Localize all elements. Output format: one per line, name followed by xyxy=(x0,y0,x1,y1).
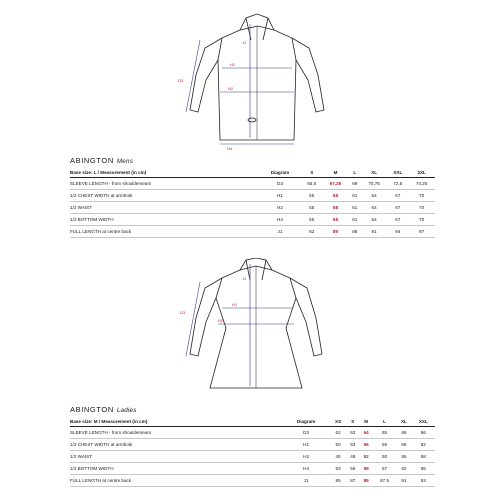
label-j1: J1 xyxy=(242,40,247,45)
table-row xyxy=(70,202,435,214)
mens-table-header xyxy=(70,168,435,178)
ladies-jacket-diagram xyxy=(0,258,500,396)
table-cell: 61 xyxy=(349,214,361,226)
table-cell: 67 xyxy=(387,214,408,226)
table-cell: 97 xyxy=(408,226,435,238)
table-cell: 65 xyxy=(373,427,396,439)
table-cell: 67 xyxy=(387,190,408,202)
table-cell: 70 xyxy=(408,202,435,214)
header-measurement: Base size: L / Measurement (in cm) xyxy=(70,168,259,178)
table-cell: 64 xyxy=(360,427,373,439)
label-j1: J1 xyxy=(242,276,247,281)
table-cell: 94 xyxy=(387,226,408,238)
table-cell: 89 xyxy=(360,475,373,487)
header-l: L xyxy=(373,417,396,427)
measurement-label: 1/2 CHEST WIDTH at armhole xyxy=(70,439,282,451)
table-cell: 58 xyxy=(322,214,349,226)
header-measurement: Base size: M / Measurement (in cm) xyxy=(70,417,282,427)
header-3xl: 3XL xyxy=(408,168,435,178)
table-row xyxy=(70,463,435,475)
table-cell: 58 xyxy=(322,190,349,202)
label-h2: H2 xyxy=(218,318,224,323)
table-cell: 62 xyxy=(330,427,346,439)
table-cell: H1 xyxy=(282,439,330,451)
header-s: S xyxy=(346,417,359,427)
table-cell: 65,5 xyxy=(301,178,322,190)
measurement-label: 1/2 WAIST xyxy=(70,202,259,214)
table-row xyxy=(70,226,435,238)
table-cell: 65 xyxy=(412,463,435,475)
table-row xyxy=(70,427,435,439)
table-cell: H4 xyxy=(282,463,330,475)
measurement-label: SLEEVE LENGTH - from shoulderseam xyxy=(70,178,259,190)
table-cell: 69 xyxy=(349,178,361,190)
table-cell: 91 xyxy=(396,475,411,487)
measurement-label: 1/2 WAIST xyxy=(70,451,282,463)
table-row xyxy=(70,451,435,463)
table-cell: 91 xyxy=(361,226,388,238)
table-row xyxy=(70,190,435,202)
measurement-label: 1/2 BOTTOM WIDTH xyxy=(70,214,259,226)
table-cell: 49 xyxy=(346,451,359,463)
header-xxl: XXL xyxy=(412,417,435,427)
table-cell: 85 xyxy=(322,226,349,238)
table-cell: H2 xyxy=(282,451,330,463)
table-row xyxy=(70,214,435,226)
mens-size-table xyxy=(70,168,435,238)
table-cell: 70 xyxy=(408,214,435,226)
table-row xyxy=(70,475,435,487)
table-cell: 61 xyxy=(349,202,361,214)
table-cell: J1 xyxy=(282,475,330,487)
table-row xyxy=(70,178,435,190)
table-cell: 55 xyxy=(301,190,322,202)
table-cell: D3 xyxy=(259,178,302,190)
table-cell: 87 xyxy=(346,475,359,487)
table-cell: 66 xyxy=(396,427,411,439)
label-h4: H4 xyxy=(227,146,233,151)
ladies-size-table xyxy=(70,417,435,487)
label-h1: H1 xyxy=(230,62,236,67)
table-cell: 88 xyxy=(349,226,361,238)
header-diagram: Diagram xyxy=(259,168,302,178)
header-l: L xyxy=(349,168,361,178)
table-cell: 62 xyxy=(412,439,435,451)
table-cell: 59 xyxy=(373,439,396,451)
table-cell: 64 xyxy=(361,214,388,226)
measurement-label: FULL LENGTH at centre back xyxy=(70,226,259,238)
table-cell: H4 xyxy=(259,214,302,226)
measurement-label: 1/2 CHEST WIDTH at armhole xyxy=(70,190,259,202)
header-s: S xyxy=(301,168,322,178)
table-cell: 56 xyxy=(360,439,373,451)
table-cell: 87.5 xyxy=(373,475,396,487)
header-m: M xyxy=(322,168,349,178)
ladies-table-header xyxy=(70,417,435,427)
label-d3: D3 xyxy=(180,310,186,315)
label-h1: H1 xyxy=(232,302,238,307)
table-cell: 59 xyxy=(396,439,411,451)
table-cell: 55 xyxy=(396,451,411,463)
table-cell: 85 xyxy=(330,475,346,487)
header-xl: XL xyxy=(361,168,388,178)
table-cell: 57 xyxy=(373,463,396,475)
table-cell: 70 xyxy=(408,190,435,202)
mens-subtitle: Mens xyxy=(116,158,134,165)
table-cell: 59 xyxy=(360,463,373,475)
label-h2: H2 xyxy=(228,86,234,91)
label-d3: D3 xyxy=(178,78,184,83)
table-cell: 58 xyxy=(412,451,435,463)
ladies-section-title xyxy=(70,405,137,414)
table-cell: 55 xyxy=(301,214,322,226)
header-xl: XL xyxy=(396,417,411,427)
table-cell: 53 xyxy=(346,439,359,451)
table-cell: 70,75 xyxy=(361,178,388,190)
table-cell: 72,5 xyxy=(387,178,408,190)
mens-section-title xyxy=(70,156,133,165)
measurement-label: 1/2 BOTTOM WIDTH xyxy=(70,463,282,475)
measurement-label: FULL LENGTH at centre back xyxy=(70,475,282,487)
table-cell: 61 xyxy=(349,190,361,202)
table-cell: 63 xyxy=(346,427,359,439)
table-cell: 64 xyxy=(361,202,388,214)
header-m: M xyxy=(360,417,373,427)
measurement-label: SLEEVE LENGTH - from shoulderseam xyxy=(70,427,282,439)
table-cell: 50 xyxy=(373,451,396,463)
mens-title: ABINGTON xyxy=(70,156,114,165)
table-cell: 64 xyxy=(361,190,388,202)
header-xxl: XXL xyxy=(387,168,408,178)
table-cell: 46 xyxy=(330,451,346,463)
mens-jacket-diagram xyxy=(0,0,500,160)
table-cell: 52 xyxy=(360,451,373,463)
table-cell: 53 xyxy=(330,463,346,475)
table-cell: 58 xyxy=(322,202,349,214)
ladies-subtitle: Ladies xyxy=(116,407,137,414)
table-cell: 74,25 xyxy=(408,178,435,190)
table-cell: H1 xyxy=(259,190,302,202)
table-cell: 56 xyxy=(346,463,359,475)
table-cell: 62 xyxy=(396,463,411,475)
table-cell: D3 xyxy=(282,427,330,439)
table-cell: J1 xyxy=(259,226,302,238)
header-xs: XS xyxy=(330,417,346,427)
table-cell: H2 xyxy=(259,202,302,214)
table-cell: 67 xyxy=(387,202,408,214)
table-cell: 66 xyxy=(412,427,435,439)
table-cell: 93 xyxy=(412,475,435,487)
table-row xyxy=(70,439,435,451)
table-cell: 82 xyxy=(301,226,322,238)
ladies-title: ABINGTON xyxy=(70,405,114,414)
table-cell: 55 xyxy=(301,202,322,214)
header-diagram: Diagram xyxy=(282,417,330,427)
table-cell: 50 xyxy=(330,439,346,451)
table-cell: 67,25 xyxy=(322,178,349,190)
